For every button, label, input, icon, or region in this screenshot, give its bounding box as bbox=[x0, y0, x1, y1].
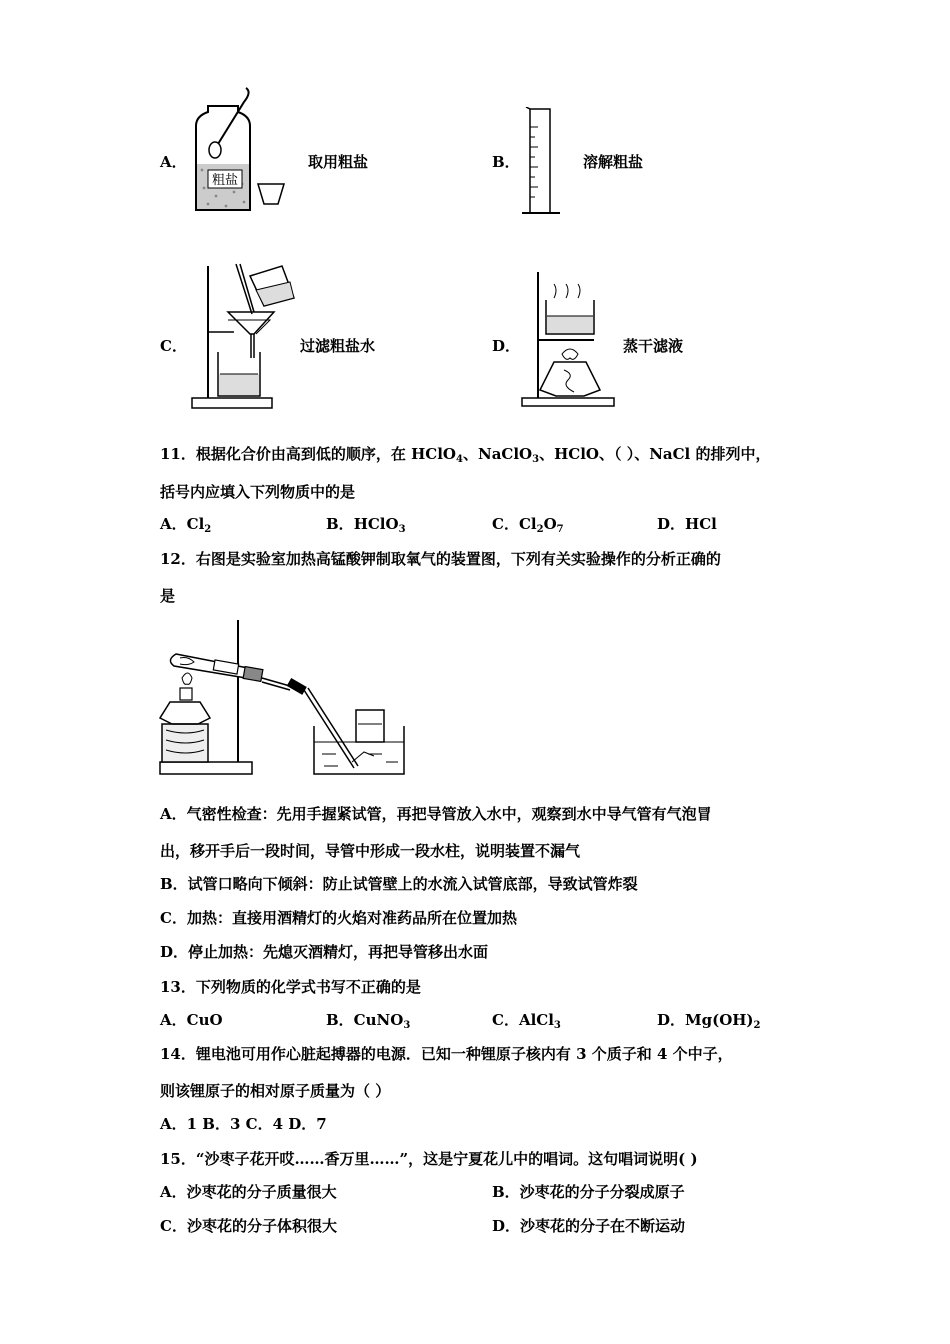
q14-options: A．1 B．3 C．4 D．7 bbox=[160, 1115, 327, 1133]
oxygen-preparation-apparatus-figure bbox=[158, 616, 420, 782]
q10-option-c-label: 过滤粗盐水 bbox=[300, 337, 376, 355]
q12-option-c: C．加热：直接用酒精灯的火焰对准药品所在位置加热 bbox=[160, 909, 517, 927]
q10-option-d-letter: D． bbox=[492, 337, 521, 355]
q15-option-a: A．沙枣花的分子质量很大 bbox=[160, 1183, 337, 1201]
q12-option-d: D．停止加热：先熄灭酒精灯，再把导管移出水面 bbox=[160, 943, 489, 961]
q13-option-b: B．CuNO$_3$ bbox=[326, 1011, 411, 1031]
q12-option-a-line2: 出，移开手后一段时间，导管中形成一段水柱，说明装置不漏气 bbox=[160, 842, 581, 860]
q10-option-c-letter: C． bbox=[160, 337, 187, 355]
q14-stem-line2: 则该锂原子的相对原子质量为（ ） bbox=[160, 1082, 391, 1100]
q11-stem-line1: 11．根据化合价由高到低的顺序，在 HClO$_4$、NaClO$_3$、HClO、（ ）、NaCl 的排列中， bbox=[160, 445, 771, 465]
q15-stem: 15．“沙枣子花开哎……香万里……”，这是宁夏花儿中的唱词。这句唱词说明( ) bbox=[160, 1150, 698, 1168]
q12-stem-line2: 是 bbox=[160, 587, 176, 605]
q10-option-a-label: 取用粗盐 bbox=[308, 153, 369, 171]
filtration-figure bbox=[190, 260, 300, 410]
q10-option-b-letter: B． bbox=[492, 153, 520, 171]
reagent-bottle-figure bbox=[188, 84, 288, 216]
q10-option-b-label: 溶解粗盐 bbox=[583, 153, 644, 171]
q10-option-d-label: 蒸干滤液 bbox=[623, 337, 684, 355]
q11-stem-line2: 括号内应填入下列物质中的是 bbox=[160, 483, 356, 501]
q15-option-c: C．沙枣花的分子体积很大 bbox=[160, 1217, 337, 1235]
jar-label: 粗盐 bbox=[211, 173, 239, 188]
q11-option-b: B．HClO$_3$ bbox=[326, 515, 406, 535]
q13-stem: 13．下列物质的化学式书写不正确的是 bbox=[160, 978, 421, 996]
graduated-cylinder-figure bbox=[520, 107, 570, 219]
q12-option-b: B．试管口略向下倾斜：防止试管壁上的水流入试管底部，导致试管炸裂 bbox=[160, 875, 638, 893]
evaporation-figure bbox=[520, 270, 620, 410]
q14-stem-line1: 14．锂电池可用作心脏起搏器的电源．已知一种锂原子核内有 3 个质子和 4 个中子， bbox=[160, 1045, 733, 1063]
q13-option-d: D．$Mg(OH)_2$ bbox=[657, 1011, 761, 1031]
q11-option-a: A．$Cl_2$ bbox=[160, 515, 212, 535]
q15-option-b: B．沙枣花的分子分裂成原子 bbox=[492, 1183, 685, 1201]
q13-option-c: C．AlCl$_3$ bbox=[492, 1011, 561, 1031]
q12-stem-line1: 12．右图是实验室加热高锰酸钾制取氧气的装置图，下列有关实验操作的分析正确的 bbox=[160, 550, 721, 568]
q12-option-a-line1: A．气密性检查：先用手握紧试管，再把导管放入水中，观察到水中导气管有气泡冒 bbox=[160, 805, 712, 823]
q15-option-d: D．沙枣花的分子在不断运动 bbox=[492, 1217, 686, 1235]
q11-option-c: C．$Cl_2O_7$ bbox=[492, 515, 564, 535]
q10-option-a-letter: A． bbox=[160, 153, 187, 171]
q13-option-a: A．CuO bbox=[160, 1011, 223, 1029]
q11-option-d: D．HCl bbox=[657, 515, 717, 533]
